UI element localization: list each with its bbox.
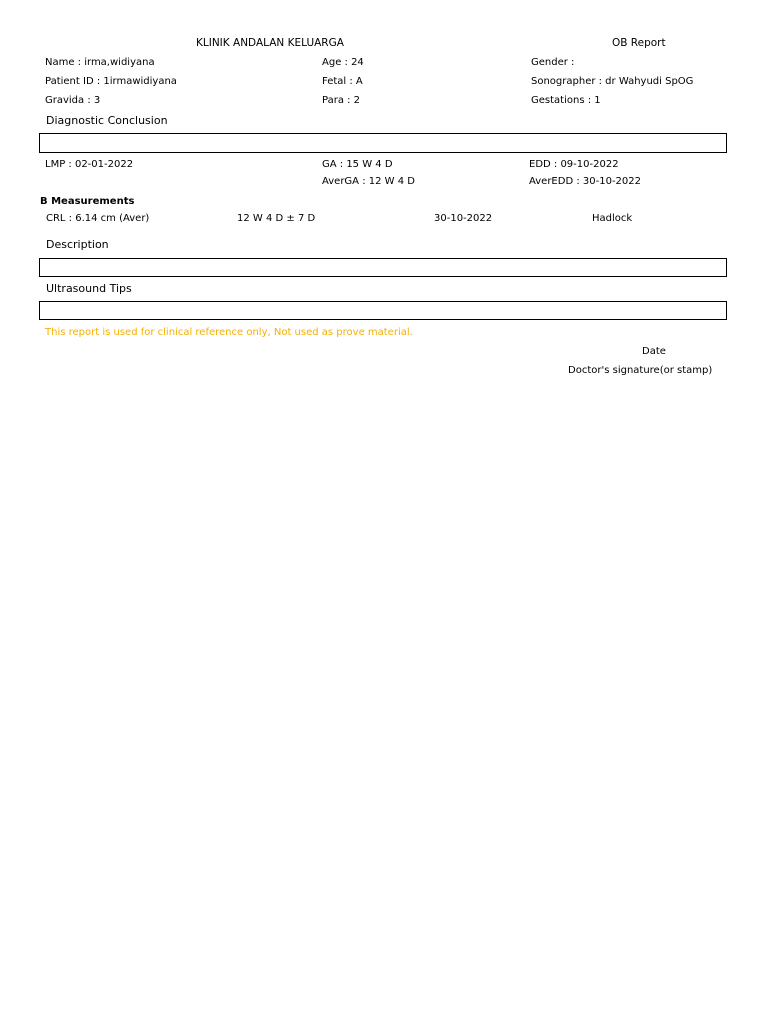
ultrasound-tips-box: [39, 301, 727, 320]
disclaimer-text: This report is used for clinical reference only, Not used as prove material.: [45, 327, 413, 338]
edd-value: EDD : 09-10-2022: [529, 159, 619, 170]
patient-age: Age : 24: [322, 57, 364, 68]
aver-edd-value: AverEDD : 30-10-2022: [529, 176, 641, 187]
patient-fetal: Fetal : A: [322, 76, 363, 87]
patient-gravida: Gravida : 3: [45, 95, 101, 106]
measurements-title: B Measurements: [40, 196, 135, 207]
patient-name: Name : irma,widiyana: [45, 57, 155, 68]
measurement-name: CRL : 6.14 cm (Aver): [46, 213, 150, 224]
patient-para: Para : 2: [322, 95, 361, 106]
aver-ga-value: AverGA : 12 W 4 D: [322, 176, 415, 187]
clinic-name: KLINIK ANDALAN KELUARGA: [196, 37, 344, 49]
diagnostic-conclusion-label: Diagnostic Conclusion: [46, 114, 168, 127]
patient-id: Patient ID : 1irmawidiyana: [45, 76, 177, 87]
report-title: OB Report: [612, 37, 666, 49]
sonographer: Sonographer : dr Wahyudi SpOG: [531, 76, 694, 87]
description-box: [39, 258, 727, 277]
lmp-value: LMP : 02-01-2022: [45, 159, 134, 170]
patient-gestations: Gestations : 1: [531, 95, 601, 106]
measurement-ga: 12 W 4 D ± 7 D: [237, 213, 316, 224]
patient-gender: Gender :: [531, 57, 575, 68]
description-label: Description: [46, 238, 109, 251]
measurement-method: Hadlock: [592, 213, 633, 224]
diagnostic-conclusion-box: [39, 133, 727, 153]
signature-label: Doctor's signature(or stamp): [568, 365, 713, 376]
ga-value: GA : 15 W 4 D: [322, 159, 393, 170]
measurement-edd: 30-10-2022: [434, 213, 493, 224]
date-label: Date: [642, 346, 666, 357]
ultrasound-tips-label: Ultrasound Tips: [46, 282, 132, 295]
